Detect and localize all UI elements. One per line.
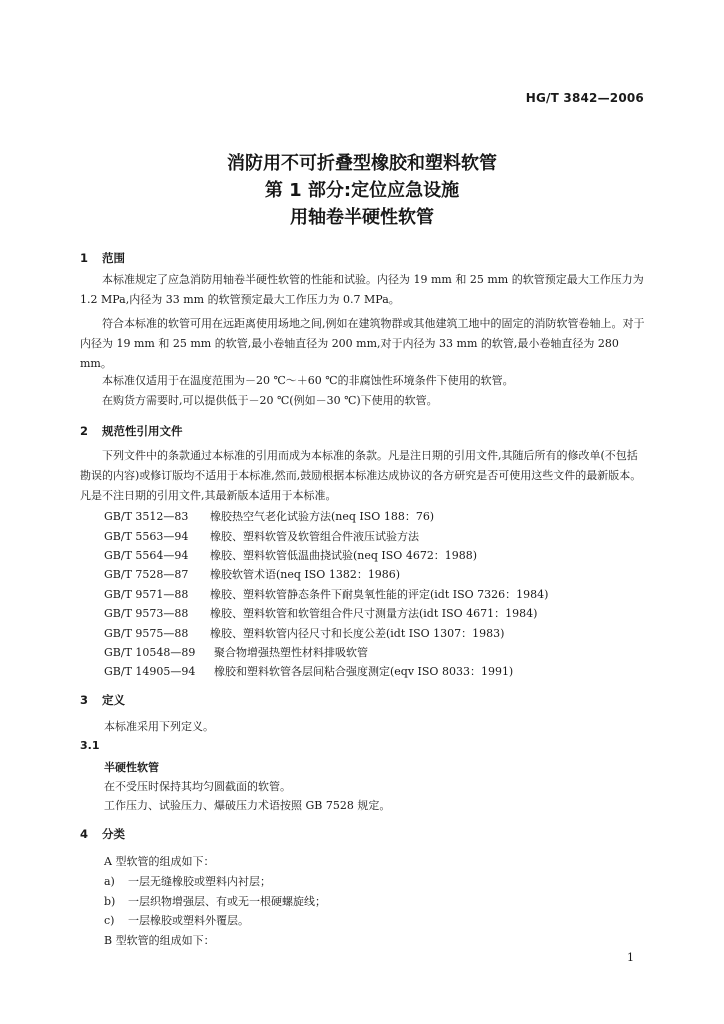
list-item-text: 一层橡胶或塑料外覆层。 (128, 914, 249, 927)
definitions-intro: 本标准采用下列定义。 (104, 720, 214, 733)
scope-paragraph-4: 在购货方需要时,可以提供低于－20 ℃(例如－30 ℃)下使用的软管。 (102, 394, 438, 407)
section-number: 1 (80, 251, 89, 265)
list-item-text: 一层无缝橡胶或塑料内衬层； (128, 875, 271, 888)
section-title: 规范性引用文件 (102, 424, 183, 438)
reference-code: GB/T 9571—88 (104, 588, 189, 601)
scope-paragraph-2: 符合本标准的软管可用在远距离使用场地之间,例如在建筑物群或其他建筑工地中的固定的消防软管卷轴上。对于内径为 19 mm 和 25 mm 的软管,最小卷轴直径为 200 mm,对于内径为 33 mm 的软管,最小卷轴直径为 280 mm。 (80, 317, 645, 370)
section-title: 定义 (102, 693, 125, 707)
reference-item (104, 625, 504, 641)
type-b-intro: B 型软管的组成如下： (104, 934, 215, 947)
reference-item (104, 566, 400, 582)
reference-title: 橡胶、塑料软管内径尺寸和长度公差(idt ISO 1307：1983) (210, 627, 505, 640)
section-4-heading (80, 826, 125, 842)
scope-paragraph-3: 本标准仅适用于在温度范围为－20 ℃～＋60 ℃的非腐蚀性环境条件下使用的软管。 (102, 374, 514, 387)
reference-code: GB/T 10548—89 (104, 646, 196, 659)
standard-code: HG/T 3842—2006 (525, 91, 644, 105)
reference-code: GB/T 5563—94 (104, 530, 189, 543)
reference-title: 橡胶、塑料软管静态条件下耐臭氧性能的评定(idt ISO 7326：1984) (210, 588, 549, 601)
type-a-intro: A 型软管的组成如下： (104, 855, 215, 868)
section-2-heading (80, 423, 183, 439)
section-number: 4 (80, 827, 89, 841)
reference-title: 橡胶、塑料软管和软管组合件尺寸测量方法(idt ISO 4671：1984) (210, 607, 538, 620)
page-number: 1 (627, 951, 634, 964)
reference-title: 橡胶、塑料软管低温曲挠试验(neq ISO 4672：1988) (210, 549, 478, 562)
reference-title: 聚合物增强热塑性材料排吸软管 (214, 646, 368, 659)
title-line-2: 第 1 部分:定位应急设施 (264, 180, 460, 201)
section-title: 分类 (102, 827, 125, 841)
list-item (104, 893, 326, 909)
subsection-number: 3.1 (80, 739, 100, 752)
title-line-3: 用轴卷半硬性软管 (290, 207, 434, 228)
reference-code: GB/T 7528—87 (104, 568, 189, 581)
scope-paragraph-1: 本标准规定了应急消防用轴卷半硬性软管的性能和试验。内径为 19 mm 和 25 mm 的软管预定最大工作压力为 1.2 MPa,内径为 33 mm 的软管预定最大工作压力为 0.7 MPa。 (80, 273, 644, 306)
reference-title: 橡胶和塑料软管各层间粘合强度测定(eqv ISO 8033：1991) (214, 665, 514, 678)
reference-item (104, 508, 434, 524)
reference-code: GB/T 14905—94 (104, 665, 196, 678)
list-item-label: a) (104, 875, 115, 888)
section-number: 2 (80, 424, 89, 438)
reference-item (104, 586, 548, 602)
reference-code: GB/T 9573—88 (104, 607, 189, 620)
reference-item (104, 663, 513, 679)
section-number: 3 (80, 693, 89, 707)
list-item-text: 一层织物增强层、有或无一根硬螺旋线； (128, 895, 326, 908)
normative-intro: 下列文件中的条款通过本标准的引用而成为本标准的条款。凡是注日期的引用文件,其随后所有的修改单(不包括勘误的内容)或修订版均不适用于本标准,然而,鼓励根据本标准达成协议的各方研究是否可使用这些文件的最新版本。凡是不注日期的引用文件,其最新版本适用于本标准。 (80, 449, 642, 502)
list-item (104, 873, 271, 889)
section-3-heading (80, 692, 125, 708)
section-title: 范围 (102, 251, 125, 265)
reference-title: 橡胶软管术语(neq ISO 1382：1986) (210, 568, 401, 581)
list-item-label: c) (104, 914, 115, 927)
title-line-1: 消防用不可折叠型橡胶和塑料软管 (227, 153, 497, 174)
reference-item (104, 528, 419, 544)
definition-note: 工作压力、试验压力、爆破压力术语按照 GB 7528 规定。 (104, 799, 391, 812)
reference-title: 橡胶、塑料软管及软管组合件液压试验方法 (210, 530, 419, 543)
definition-term: 半硬性软管 (104, 761, 159, 774)
reference-item (104, 547, 477, 563)
definition-text: 在不受压时保持其均匀圆截面的软管。 (104, 780, 291, 793)
section-1-heading (80, 250, 125, 266)
reference-code: GB/T 9575—88 (104, 627, 189, 640)
list-item (104, 912, 249, 928)
reference-code: GB/T 3512—83 (104, 510, 189, 523)
reference-item (104, 644, 368, 660)
reference-item (104, 605, 537, 621)
reference-title: 橡胶热空气老化试验方法(neq ISO 188：76) (210, 510, 435, 523)
reference-code: GB/T 5564—94 (104, 549, 189, 562)
list-item-label: b) (104, 895, 116, 908)
